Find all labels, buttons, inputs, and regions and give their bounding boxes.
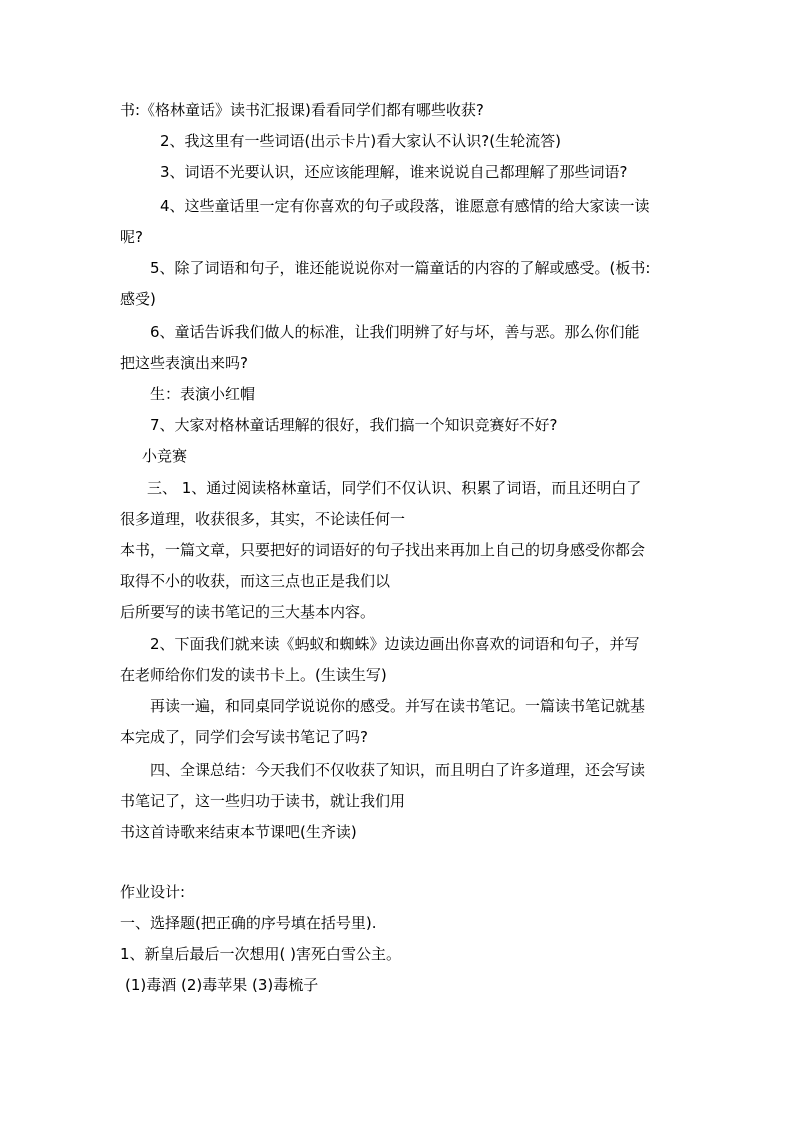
text-line-23: 书笔记了，这一些归功于读书，就让我们用 (120, 792, 406, 810)
text-line-6: 5、除了词语和句子，谁还能说说你对一篇童话的内容的了解或感受。(板书: (150, 259, 651, 277)
text-line-2: 2、我这里有一些词语(出示卡片)看大家认不认识?(生轮流答) (160, 132, 561, 150)
text-line-25: 作业设计: (120, 883, 186, 901)
text-line-19: 在老师给你们发的读书卡上。(生读生写) (120, 666, 387, 684)
text-line-3: 3、词语不光要认识，还应该能理解，谁来说说自己都理解了那些词语? (160, 163, 628, 181)
text-line-12: 小竞赛 (142, 447, 188, 465)
text-line-1: 书:《格林童话》读书汇报课)看看同学们都有哪些收获? (120, 101, 484, 119)
text-line-9: 把这些表演出来吗? (120, 354, 248, 372)
text-line-20: 再读一遍，和同桌同学说说你的感受。并写在读书笔记。一篇读书笔记就基 (150, 697, 646, 715)
text-line-5: 呢? (120, 228, 143, 246)
text-line-15: 本书，一篇文章，只要把好的词语好的句子找出来再加上自己的切身感受你都会 (120, 541, 646, 559)
text-line-21: 本完成了，同学们会写读书笔记了吗? (120, 728, 368, 746)
text-line-7: 感受) (120, 290, 156, 308)
text-line-4: 4、这些童话里一定有你喜欢的句子或段落，谁愿意有感情的给大家读一读 (160, 197, 650, 215)
text-line-26: 一、选择题(把正确的序号填在括号里). (120, 914, 377, 932)
text-line-24: 书这首诗歌来结束本节课吧(生齐读) (120, 823, 357, 841)
text-line-14: 很多道理，收获很多，其实，不论读任何一 (120, 510, 406, 528)
text-line-8: 6、童话告诉我们做人的标准，让我们明辨了好与坏，善与恶。那么你们能 (150, 323, 640, 341)
text-line-22: 四、全课总结：今天我们不仅收获了知识，而且明白了许多道理，还会写读 (150, 761, 646, 779)
text-line-10: 生：表演小红帽 (150, 385, 256, 403)
text-line-17: 后所要写的读书笔记的三大基本内容。 (120, 603, 376, 621)
text-line-28: (1)毒酒 (2)毒苹果 (3)毒梳子 (125, 976, 319, 994)
text-line-18: 2、下面我们就来读《蚂蚁和蜘蛛》边读边画出你喜欢的词语和句子，并写 (150, 635, 640, 653)
text-line-27: 1、新皇后最后一次想用( )害死白雪公主。 (120, 945, 402, 963)
text-line-11: 7、大家对格林童话理解的很好，我们搞一个知识竞赛好不好? (150, 416, 558, 434)
text-line-13: 三、 1、通过阅读格林童话，同学们不仅认识、积累了词语，而且还明白了 (147, 479, 642, 497)
text-line-16: 取得不小的收获，而这三点也正是我们以 (120, 572, 391, 590)
